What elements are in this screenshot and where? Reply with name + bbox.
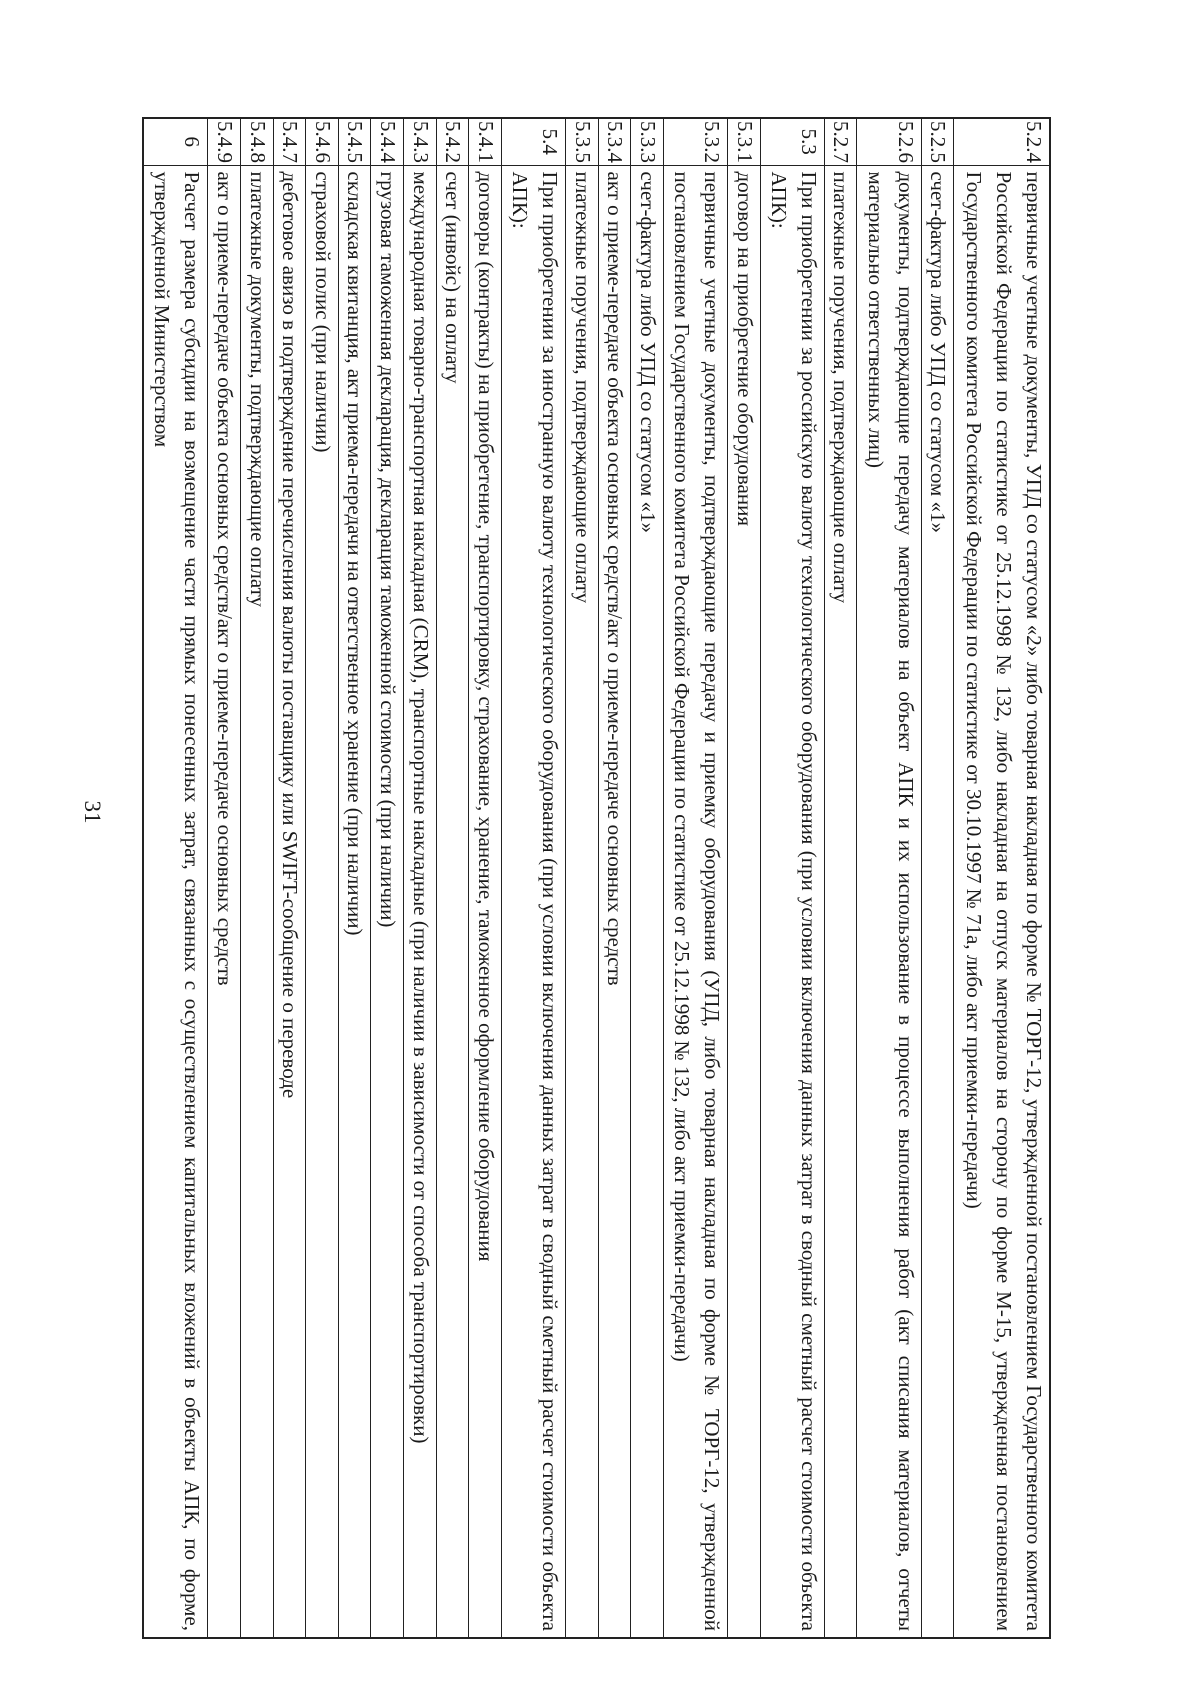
table-row (631, 118, 664, 1638)
row-number: 5.3.3 (631, 118, 664, 165)
row-text: первичные учетные документы, подтверждающие передачу и приемку оборудования (УПД, либо товарная накладная по форме № ТОРГ-12, утвержденной постановлением Государственного комитета Российской Федерации по статистике от 25.12.1998 № 132, либо акт приемки-передачи) (663, 165, 727, 1638)
row-number: 5.4.1 (469, 118, 502, 165)
row-number: 5.3 (760, 118, 824, 165)
row-text: документы, подтверждающие передачу материалов на объект АПК и их использование в процессе выполнения работ (акт списания материалов, отчеты материально ответственных лиц) (857, 165, 921, 1638)
row-text: счет-фактура либо УПД со статусом «1» (631, 165, 664, 1638)
row-text: счет (инвойс) на оплату (436, 165, 469, 1638)
table-row (208, 118, 241, 1638)
table-row (404, 118, 437, 1638)
row-number: 5.3.2 (663, 118, 727, 165)
row-number: 5.3.5 (566, 118, 599, 165)
table-row (663, 118, 727, 1638)
row-text: акт о приеме-передаче объекта основных средств/акт о приеме-передаче основных средств (208, 165, 241, 1638)
row-number: 5.3.4 (598, 118, 631, 165)
row-text: счет-фактура либо УПД со статусом «1» (921, 165, 954, 1638)
table-row (824, 118, 857, 1638)
rotated-table-container (142, 117, 1051, 1639)
row-text: грузовая таможенная декларация, декларация таможенной стоимости (при наличии) (371, 165, 404, 1638)
row-text: дебетовое авизо в подтверждение перечисления валюты поставщику или SWIFT-сообщение о переводе (273, 165, 306, 1638)
table-row (954, 118, 1050, 1638)
row-number: 5.4.6 (306, 118, 339, 165)
row-text: договоры (контракты) на приобретение, транспортировку, страхование, хранение, таможенное оформление оборудования (469, 165, 502, 1638)
row-number: 5.4.7 (273, 118, 306, 165)
row-number: 5.4.3 (404, 118, 437, 165)
table-row (728, 118, 761, 1638)
page-number: 31 (80, 800, 105, 824)
table-row (501, 118, 565, 1638)
row-text: акт о приеме-передаче объекта основных средств/акт о приеме-передаче основных средств (598, 165, 631, 1638)
row-number: 5.2.5 (921, 118, 954, 165)
table-row (760, 118, 824, 1638)
row-number: 5.4.2 (436, 118, 469, 165)
row-text: страховой полис (при наличии) (306, 165, 339, 1638)
row-number: 5.2.4 (954, 118, 1050, 165)
row-text: платежные поручения, подтверждающие оплату (566, 165, 599, 1638)
table-row (436, 118, 469, 1638)
table-row (598, 118, 631, 1638)
table-row (143, 118, 208, 1638)
table-row (338, 118, 371, 1638)
row-text: Расчет размера субсидии на возмещение части прямых понесенных затрат, связанных с осуществлением капитальных вложений в объекты АПК, по форме, утвержденной Министерством (143, 165, 208, 1638)
document-table (142, 117, 1051, 1639)
row-number: 5.4.8 (241, 118, 274, 165)
table-row (857, 118, 921, 1638)
table-row (469, 118, 502, 1638)
row-number: 5.4.4 (371, 118, 404, 165)
table-row (306, 118, 339, 1638)
table-row (566, 118, 599, 1638)
row-text: При приобретении за российскую валюту технологического оборудования (при условии включения данных затрат в сводный сметный расчет стоимости объекта АПК): (760, 165, 824, 1638)
row-text: международная товарно-транспортная накладная (CRM), транспортные накладные (при наличии в зависимости от способа транспортировки) (404, 165, 437, 1638)
row-number: 5.4.9 (208, 118, 241, 165)
row-number: 5.2.7 (824, 118, 857, 165)
row-number: 5.2.6 (857, 118, 921, 165)
row-text: договор на приобретение оборудования (728, 165, 761, 1638)
row-text: первичные учетные документы, УПД со статусом «2» либо товарная накладная по форме № ТОРГ-12, утвержденной постановлением Государственного комитета Российской Федерации по статистике от 25.12.1998 № 132, либо накладная на отпуск материалов на сторону по форме М-15, утвержденная постановлением Государственного комитета Российской Федерации по статистике от 30.10.1997 № 71а, либо акт приемки-передачи) (954, 165, 1050, 1638)
row-number: 5.3.1 (728, 118, 761, 165)
row-text: платежные документы, подтверждающие оплату (241, 165, 274, 1638)
scan-edge-artifact (0, 1680, 1200, 1692)
row-number: 5.4.5 (338, 118, 371, 165)
table-row (273, 118, 306, 1638)
document-table-body (143, 118, 1050, 1638)
row-number: 6 (143, 118, 208, 165)
row-text: платежные поручения, подтверждающие оплату (824, 165, 857, 1638)
table-row (371, 118, 404, 1638)
row-text: складская квитанция, акт приема-передачи на ответственное хранение (при наличии) (338, 165, 371, 1638)
row-text: При приобретении за иностранную валюту технологического оборудования (при условии включения данных затрат в сводный сметный расчет стоимости объекта АПК): (501, 165, 565, 1638)
table-row (241, 118, 274, 1638)
row-number: 5.4 (501, 118, 565, 165)
table-row (921, 118, 954, 1638)
